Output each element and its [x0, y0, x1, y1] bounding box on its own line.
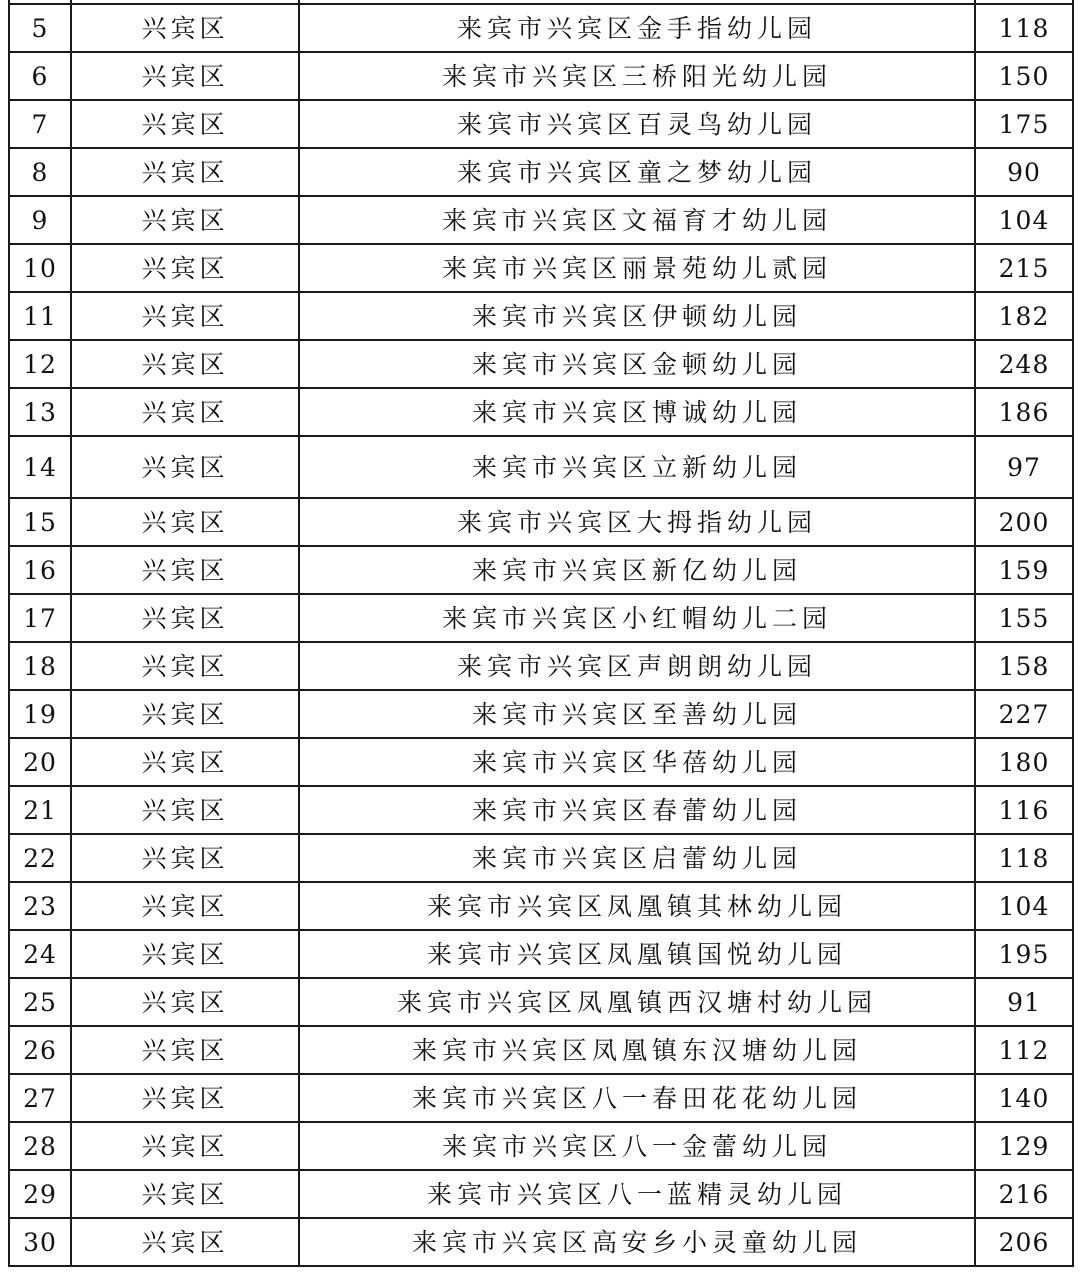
table-row	[9, 594, 1073, 642]
kindergarten-name-cell: 来宾市兴宾区凤凰镇西汉塘村幼儿园	[299, 978, 975, 1026]
district-cell: 兴宾区	[71, 642, 299, 690]
table-row	[9, 1122, 1073, 1170]
kindergarten-name-cell: 来宾市兴宾区小红帽幼儿二园	[299, 594, 975, 642]
district-cell: 兴宾区	[71, 340, 299, 388]
row-number-cell: 8	[9, 148, 71, 196]
district-cell: 兴宾区	[71, 498, 299, 546]
table-row	[9, 196, 1073, 244]
table-row	[9, 1074, 1073, 1122]
table-row	[9, 930, 1073, 978]
table-body	[9, 0, 1073, 1266]
district-cell: 兴宾区	[71, 978, 299, 1026]
table-row	[9, 642, 1073, 690]
row-number-cell: 17	[9, 594, 71, 642]
district-cell: 兴宾区	[71, 690, 299, 738]
count-cell: 182	[975, 292, 1073, 340]
district-cell: 兴宾区	[71, 1122, 299, 1170]
table-row	[9, 52, 1073, 100]
table-row	[9, 244, 1073, 292]
row-number-cell: 21	[9, 786, 71, 834]
table-row	[9, 1026, 1073, 1074]
district-cell: 兴宾区	[71, 196, 299, 244]
table-row	[9, 1170, 1073, 1218]
kindergarten-table	[8, 0, 1074, 1267]
kindergarten-name-cell: 来宾市兴宾区百灵鸟幼儿园	[299, 100, 975, 148]
kindergarten-name-cell: 来宾市兴宾区童之梦幼儿园	[299, 148, 975, 196]
row-number-cell: 15	[9, 498, 71, 546]
count-cell: 116	[975, 786, 1073, 834]
count-cell: 200	[975, 498, 1073, 546]
count-cell: 112	[975, 1026, 1073, 1074]
count-cell: 140	[975, 1074, 1073, 1122]
district-cell: 兴宾区	[71, 930, 299, 978]
table-row	[9, 436, 1073, 498]
row-number-cell: 14	[9, 436, 71, 498]
row-number-cell: 10	[9, 244, 71, 292]
district-cell: 兴宾区	[71, 786, 299, 834]
count-cell: 91	[975, 978, 1073, 1026]
table-row	[9, 882, 1073, 930]
district-cell: 兴宾区	[71, 1074, 299, 1122]
count-cell: 216	[975, 1170, 1073, 1218]
count-cell: 180	[975, 738, 1073, 786]
kindergarten-name-cell: 来宾市兴宾区立新幼儿园	[299, 436, 975, 498]
kindergarten-name-cell: 来宾市兴宾区文福育才幼儿园	[299, 196, 975, 244]
district-cell: 兴宾区	[71, 738, 299, 786]
table-row	[9, 690, 1073, 738]
count-cell: 175	[975, 100, 1073, 148]
row-number-cell: 7	[9, 100, 71, 148]
district-cell: 兴宾区	[71, 100, 299, 148]
district-cell: 兴宾区	[71, 292, 299, 340]
kindergarten-name-cell: 来宾市兴宾区博诚幼儿园	[299, 388, 975, 436]
kindergarten-name-cell: 来宾市兴宾区大拇指幼儿园	[299, 498, 975, 546]
count-cell: 118	[975, 834, 1073, 882]
row-number-cell: 20	[9, 738, 71, 786]
kindergarten-name-cell: 来宾市兴宾区三桥阳光幼儿园	[299, 52, 975, 100]
kindergarten-name-cell: 来宾市兴宾区八一金蕾幼儿园	[299, 1122, 975, 1170]
district-cell: 兴宾区	[71, 244, 299, 292]
district-cell: 兴宾区	[71, 1218, 299, 1266]
count-cell: 186	[975, 388, 1073, 436]
count-cell: 215	[975, 244, 1073, 292]
row-number-cell: 22	[9, 834, 71, 882]
table-row	[9, 388, 1073, 436]
count-cell: 97	[975, 436, 1073, 498]
count-cell: 104	[975, 196, 1073, 244]
district-cell: 兴宾区	[71, 834, 299, 882]
row-number-cell: 16	[9, 546, 71, 594]
row-number-cell: 9	[9, 196, 71, 244]
table-row	[9, 100, 1073, 148]
count-cell: 227	[975, 690, 1073, 738]
count-cell: 150	[975, 52, 1073, 100]
row-number-cell: 13	[9, 388, 71, 436]
district-cell: 兴宾区	[71, 388, 299, 436]
row-number-cell: 6	[9, 52, 71, 100]
district-cell: 兴宾区	[71, 148, 299, 196]
table-row	[9, 786, 1073, 834]
kindergarten-table-container	[8, 0, 1072, 1267]
row-number-cell: 30	[9, 1218, 71, 1266]
row-number-cell: 19	[9, 690, 71, 738]
kindergarten-name-cell: 来宾市兴宾区新亿幼儿园	[299, 546, 975, 594]
kindergarten-name-cell: 来宾市兴宾区八一蓝精灵幼儿园	[299, 1170, 975, 1218]
kindergarten-name-cell: 来宾市兴宾区声朗朗幼儿园	[299, 642, 975, 690]
count-cell: 104	[975, 882, 1073, 930]
kindergarten-name-cell: 来宾市兴宾区启蕾幼儿园	[299, 834, 975, 882]
district-cell: 兴宾区	[71, 546, 299, 594]
district-cell: 兴宾区	[71, 594, 299, 642]
table-row	[9, 738, 1073, 786]
count-cell: 158	[975, 642, 1073, 690]
kindergarten-name-cell: 来宾市兴宾区伊顿幼儿园	[299, 292, 975, 340]
row-number-cell: 28	[9, 1122, 71, 1170]
district-cell: 兴宾区	[71, 882, 299, 930]
row-number-cell: 27	[9, 1074, 71, 1122]
row-number-cell: 29	[9, 1170, 71, 1218]
table-row	[9, 340, 1073, 388]
table-row	[9, 498, 1073, 546]
count-cell: 129	[975, 1122, 1073, 1170]
row-number-cell: 5	[9, 4, 71, 52]
kindergarten-name-cell: 来宾市兴宾区八一春田花花幼儿园	[299, 1074, 975, 1122]
kindergarten-name-cell: 来宾市兴宾区至善幼儿园	[299, 690, 975, 738]
kindergarten-name-cell: 来宾市兴宾区金顿幼儿园	[299, 340, 975, 388]
kindergarten-name-cell: 来宾市兴宾区华蓓幼儿园	[299, 738, 975, 786]
district-cell: 兴宾区	[71, 436, 299, 498]
kindergarten-name-cell: 来宾市兴宾区春蕾幼儿园	[299, 786, 975, 834]
table-row	[9, 978, 1073, 1026]
count-cell: 159	[975, 546, 1073, 594]
row-number-cell: 12	[9, 340, 71, 388]
row-number-cell: 11	[9, 292, 71, 340]
count-cell: 155	[975, 594, 1073, 642]
table-row	[9, 1218, 1073, 1266]
kindergarten-name-cell: 来宾市兴宾区高安乡小灵童幼儿园	[299, 1218, 975, 1266]
row-number-cell: 23	[9, 882, 71, 930]
row-number-cell: 25	[9, 978, 71, 1026]
count-cell: 90	[975, 148, 1073, 196]
count-cell: 118	[975, 4, 1073, 52]
kindergarten-name-cell: 来宾市兴宾区凤凰镇东汉塘幼儿园	[299, 1026, 975, 1074]
table-row	[9, 148, 1073, 196]
table-row	[9, 546, 1073, 594]
district-cell: 兴宾区	[71, 1026, 299, 1074]
table-row	[9, 292, 1073, 340]
count-cell: 248	[975, 340, 1073, 388]
table-row	[9, 4, 1073, 52]
count-cell: 195	[975, 930, 1073, 978]
row-number-cell: 18	[9, 642, 71, 690]
district-cell: 兴宾区	[71, 4, 299, 52]
table-row	[9, 834, 1073, 882]
row-number-cell: 24	[9, 930, 71, 978]
kindergarten-name-cell: 来宾市兴宾区金手指幼儿园	[299, 4, 975, 52]
row-number-cell: 26	[9, 1026, 71, 1074]
district-cell: 兴宾区	[71, 1170, 299, 1218]
count-cell: 206	[975, 1218, 1073, 1266]
kindergarten-name-cell: 来宾市兴宾区凤凰镇其林幼儿园	[299, 882, 975, 930]
district-cell: 兴宾区	[71, 52, 299, 100]
kindergarten-name-cell: 来宾市兴宾区凤凰镇国悦幼儿园	[299, 930, 975, 978]
kindergarten-name-cell: 来宾市兴宾区丽景苑幼儿贰园	[299, 244, 975, 292]
